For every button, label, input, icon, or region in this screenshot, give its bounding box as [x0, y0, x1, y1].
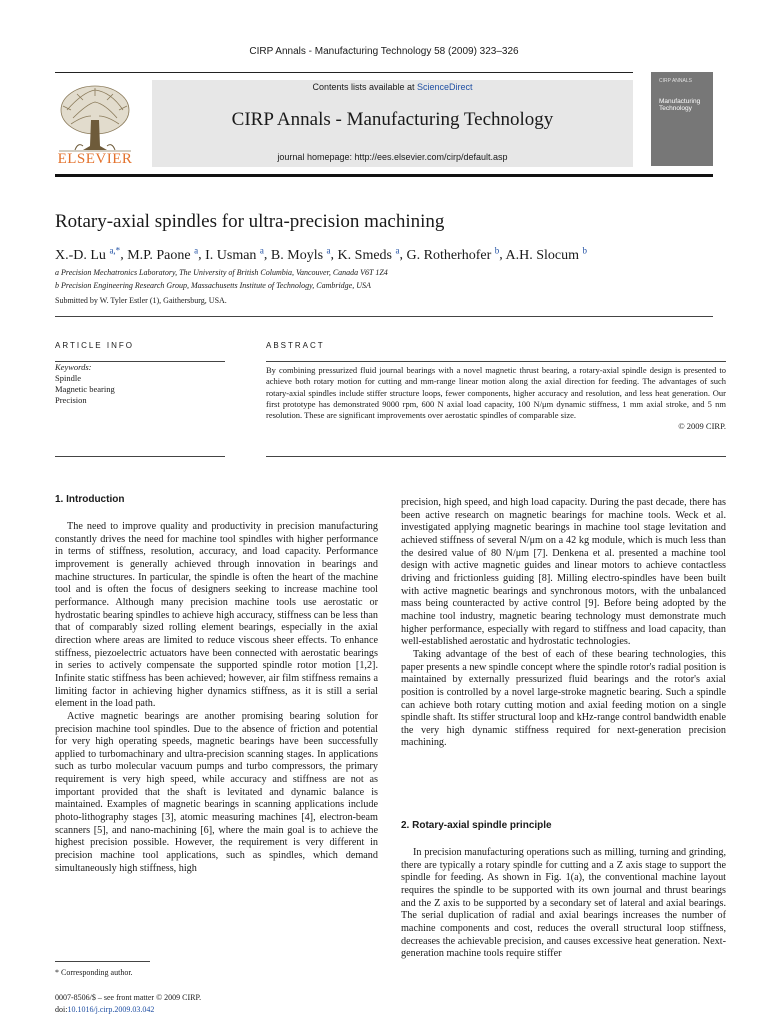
abstract-body	[266, 365, 726, 433]
section-2-text	[401, 847, 726, 961]
author-1[interactable]: X.-D. Lu $^{a,*}$	[55, 245, 121, 263]
affiliation-a: a Precision Mechatronics Laboratory, The University of British Columbia, Vancouver, Canada V6T 1Z4	[55, 268, 388, 277]
keywords-block	[55, 362, 115, 406]
elsevier-logo[interactable]	[53, 80, 137, 168]
keyword-item: Precision	[55, 395, 87, 405]
journal-title: CIRP Annals - Manufacturing Technology	[231, 109, 554, 130]
abstract-text: By combining pressurized fluid journal bearings with a novel magnetic thrust bearing, a rotary-axial spindle design is presented to achieve both rotary motion for cutting and mm-range linear motion along the axial direction for feeding. The advantages of such rotary-axial spindles include stiffer structure loops, fewer components, higher accuracy and resolution, and less heat generation. Our first prototype has demonstrated 9000 rpm, 600 N axial load capacity, 100 N/μm dynamic stiffness, 1 mm axial stroke, and 5 nm resolution. These are significant improvements over aerostatic spindles of comparable size.	[266, 365, 726, 421]
contents-prefix: Contents lists available at	[312, 82, 418, 92]
corresponding-author-footnote: * Corresponding author.	[55, 968, 133, 977]
paragraph: In precision manufacturing operations such as milling, turning and grinding, there are typically a rotary spindle for cutting and a Z axis stage to support the spindle for feeding. As shown in Fig. 1(a), the conventional machine layout requires the spindle to be supported with its own journal and thrust bearings and the Z axis to be supported by a secondary set of lateral and axial bearings. The serial duplication of radial and axial bearings increases the number of machine components and cost, reduces the overall structural loop stiffness, decreases the achievable precision, and causes excessive heat generation. Next-generation machine tools require stiffer	[401, 847, 726, 960]
paragraph: precision, high speed, and high load capacity. During the past decade, there has been active research on magnetic bearings for machine tools. Weck et al. investigated applying magnetic bearings in machine tool stage levitation and achieved stiffness of several N/μm on a 42 kg module, which is much less than the desired value of 80 N/μm [7]. Denkena et al. presented a machine tool design with active magnetic guides and linear motors to achieve contactless driving and frictionless guiding [8]. Milling electro-spindles have been built with active magnetic bearings and synchronous motors, with the unbalanced mass being counteracted by active control [9]. Before being adopted by the machine tool industry, magnetic bearing technology must demonstrate much higher performance, especially with regard to stiffness and load capacity, than well-established aerostatic and hydrostatic technologies.	[401, 497, 726, 648]
author-6[interactable]: G. Rotherhofer $^b$	[406, 245, 500, 263]
article-info-bottom-rule	[55, 456, 225, 457]
paragraph: Taking advantage of the best of each of these bearing technologies, this paper presents a new spindle concept where the spindle rotor's radial position is maintained by externally pressurized fluid bearings and the rotor's axial position is controlled by a novel large-stroke magnetic bearing. Such a spindle can achieve both rotary cutting motion and axial feeding motion on a single spindle shaft. Its stiffer structural loop and kHz-range control bandwidth enable the very high dynamic stiffness required for next-generation precision machining.	[401, 648, 726, 749]
abstract-bottom-rule	[266, 456, 726, 457]
issn-line: 0007-8506/$ – see front matter © 2009 CIRP.	[55, 993, 202, 1002]
submitted-by: Submitted by W. Tyler Estler (1), Gaithersburg, USA.	[55, 296, 227, 305]
section-2-heading: 2. Rotary-axial spindle principle	[401, 820, 552, 831]
footnote-rule	[55, 961, 150, 962]
author-7[interactable]: A.H. Slocum $^b$	[505, 245, 587, 263]
section-1-heading: 1. Introduction	[55, 494, 125, 505]
right-column-text	[401, 497, 726, 750]
abstract-rule	[266, 361, 726, 362]
keyword-item: Magnetic bearing	[55, 384, 115, 394]
affiliation-rule	[55, 316, 713, 317]
abstract-copyright: © 2009 CIRP.	[678, 421, 726, 432]
affiliation-b: b Precision Engineering Research Group, Massachusetts Institute of Technology, Cambridge, USA	[55, 281, 371, 290]
header-thick-rule	[55, 174, 713, 177]
journal-cover-thumbnail[interactable]	[651, 72, 713, 166]
doi-link[interactable]: 10.1016/j.cirp.2009.03.042	[67, 1005, 155, 1014]
journal-reference: CIRP Annals - Manufacturing Technology 58 (2009) 323–326	[249, 46, 519, 57]
sciencedirect-link[interactable]: ScienceDirect	[417, 82, 473, 92]
doi-line	[55, 1005, 154, 1014]
paragraph: Active magnetic bearings are another promising bearing solution for precision machine tool spindles. Due to the absence of friction and potential for very high operating speeds, magnetic bearings have been successfully applied to turbomachinary and ultra-precision scanning stages. In applications such as turbo molecular vacuum pumps and turbo compressors, the primary requirement is very high speed, while accuracy and stiffness are not as important provided that the shaft is levitated and dynamic balance is maintained. Examples of magnetic bearings in scanning applications include photo-lithography stages [3], atomic measuring machines [4], electron-beam scanners [5], and nano-machining [6], where the main goal is to achieve the highest precision possible. However, the requirement is very different in precision machine tool applications, such as spindles, which demand simultaneously high stiffness, high	[55, 710, 378, 874]
keywords-label: Keywords:	[55, 362, 92, 372]
header-rule	[55, 72, 633, 73]
left-column-text	[55, 521, 378, 875]
abstract-heading: ABSTRACT	[266, 341, 325, 350]
contents-line	[152, 82, 633, 92]
article-title: Rotary-axial spindles for ultra-precision machining	[55, 211, 445, 232]
journal-header	[152, 80, 633, 167]
author-list: X.-D. Lu $^{a,*}$, M.P. Paone $^a$, I. Usman $^a$, B. Moyls $^a$, K. Smeds $^a$, G. Rotherhofer $^b$, A.H. Slocum $^b$	[55, 245, 587, 263]
paragraph: The need to improve quality and productivity in precision manufacturing constantly drives the need for machine tool spindles with higher performance in terms of stiffness, resolution, accuracy, and load capacity. Performance improvement is generally achieved through innovation in bearings and machine structures. In particular, the spindle is often the heart of the machine tool and is often the focus of designers seeking to increase machine tool performance. Although many precision machine tools use aerostatic or hydrostatic bearing spindles to achieve high accuracy, stiffness can be less than that of comparably sized rolling element bearings, especially in the axial direction where areas are limited to reduce viscous sheer effects. To enhance stiffness, piezoelectric actuators have been connected with aerostatic bearings in series to actively compensate the supported spindle rotor motion [1,2]. Infinite static stiffness has been achieved; however, air film stiffness remains a limiting factor in achieving higher dynamics stiffness, as it is still a serial element in the load path.	[55, 521, 378, 710]
cover-series: CIRP ANNALS	[659, 78, 692, 84]
journal-homepage[interactable]: journal homepage: http://ees.elsevier.com/cirp/default.asp	[277, 152, 508, 162]
author-3[interactable]: I. Usman $^a$	[205, 245, 264, 263]
keyword-item: Spindle	[55, 373, 81, 383]
author-5[interactable]: K. Smeds $^a$	[337, 245, 400, 263]
author-4[interactable]: B. Moyls $^a$	[270, 245, 331, 263]
article-info-heading: ARTICLE INFO	[55, 341, 134, 350]
cover-title: Manufacturing Technology	[659, 98, 701, 112]
author-2[interactable]: M.P. Paone $^a$	[127, 245, 199, 263]
doi-prefix: doi:	[55, 1005, 68, 1014]
elsevier-wordmark: ELSEVIER	[57, 151, 133, 167]
